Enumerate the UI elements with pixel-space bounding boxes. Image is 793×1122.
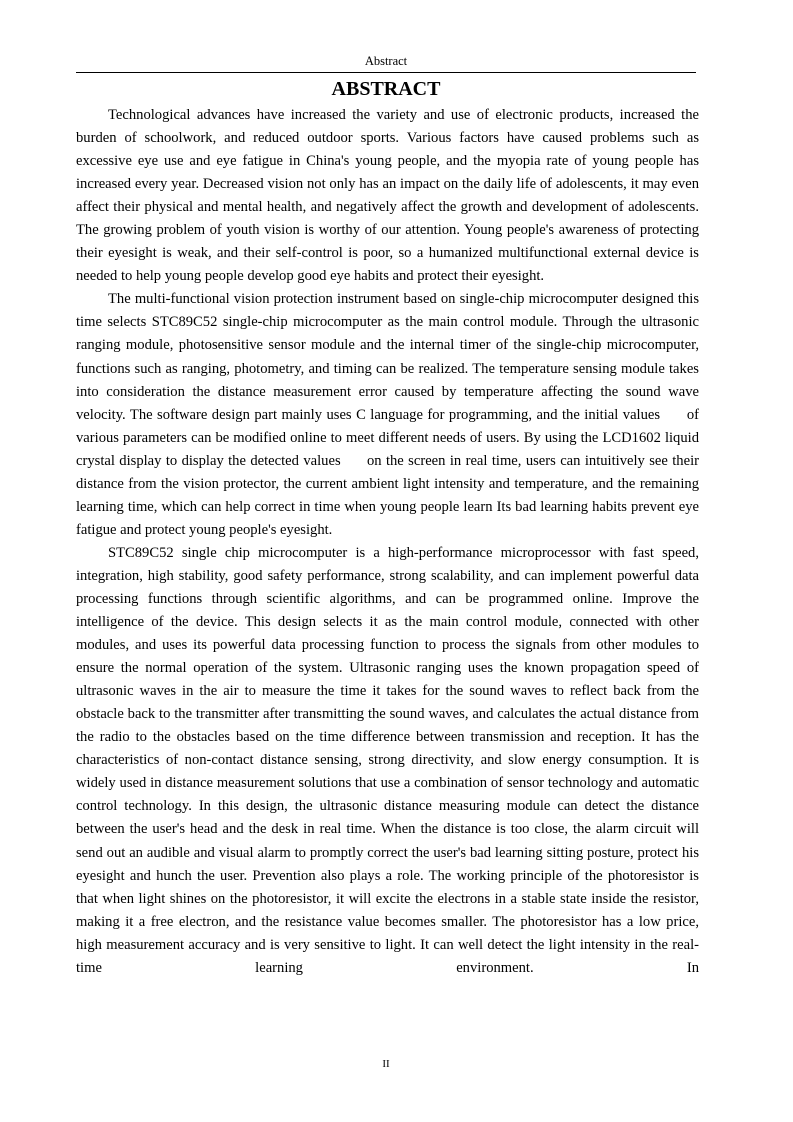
- page-title: ABSTRACT: [331, 78, 441, 100]
- paragraph-1: Technological advances have increased the variety and use of electronic products, increased the burden of schoolwork, and reduced outdoor sports. Various factors have caused problems such as excessive eye use and eye fatigue in China's young people, and the myopia rate of young people has increased every year. Decreased vision not only has an impact on the daily life of adolescents, it may even affect their physical and mental health, and negatively affect the growth and development of adolescents. The growing problem of youth vision is worthy of our attention. Young people's awareness of protecting their eyesight is weak, and their self-control is poor, so a humanized multifunctional external device is needed to help young people develop good eye habits and protect their eyesight.: [76, 107, 699, 285]
- abstract-body: [76, 104, 703, 980]
- page-number: II: [382, 1058, 390, 1070]
- paragraph-2: The multi-functional vision protection instrument based on single-chip microcomputer designed this time selects STC89C52 single-chip microcomputer as the main control module. Through the ultrasonic ranging module, photosensitive sensor module and the internal timer of the single-chip microcomputer, functions such as ranging, photometry, and timing can be realized. The temperature sensing module takes into consideration the distance measurement error caused by temperature affecting the sound wave velocity. The software design part mainly uses C language for programming, and the initial values of various parameters can be modified online to meet different needs of users. By using the LCD1602 liquid crystal display to display the detected values on the screen in real time, users can intuitively see their distance from the vision protector, the current ambient light intensity and temperature, and the remaining learning time, which can help correct in time when young people learn Its bad learning habits prevent eye fatigue and protect young people's eyesight.: [76, 291, 703, 538]
- running-header: Abstract: [364, 54, 408, 68]
- paragraph-3: STC89C52 single chip microcomputer is a high-performance microprocessor with fast speed, integration, high stability, good safety performance, strong scalability, and can implement powerful data processing functions through scientific algorithms, and can be programmed online. Improve the intelligence of the device. This design selects it as the main control module, connected with other modules, and uses its powerful data processing function to process the signals from other modules to ensure the normal operation of the system. Ultrasonic ranging uses the known propagation speed of ultrasonic waves in the air to measure the time it takes for the sound waves to reflect back from the obstacle back to the transmitter after transmitting the sound waves, and calculates the actual distance from the radio to the obstacles based on the time difference between transmission and reception. It has the characteristics of non-contact distance sensing, strong directivity, and slow energy consumption. It is widely used in distance measurement solutions that use a combination of sensor technology and automatic control technology. In this design, the ultrasonic distance measuring module can detect the distance between the user's head and the desk in real time. When the distance is too close, the alarm circuit will send out an audible and visual alarm to promptly correct the user's bad learning sitting posture, protect his eyesight and hunch the user. Prevention also plays a role. The working principle of the photoresistor is that when light shines on the photoresistor, it will excite the electrons in a stable state inside the resistor, making it a free electron, and the resistance value becomes smaller. The photoresistor has a low price, high measurement accuracy and is very sensitive to light. It can well detect the light intensity in the real-time learning environment. In: [76, 544, 699, 976]
- header-divider: [76, 72, 696, 73]
